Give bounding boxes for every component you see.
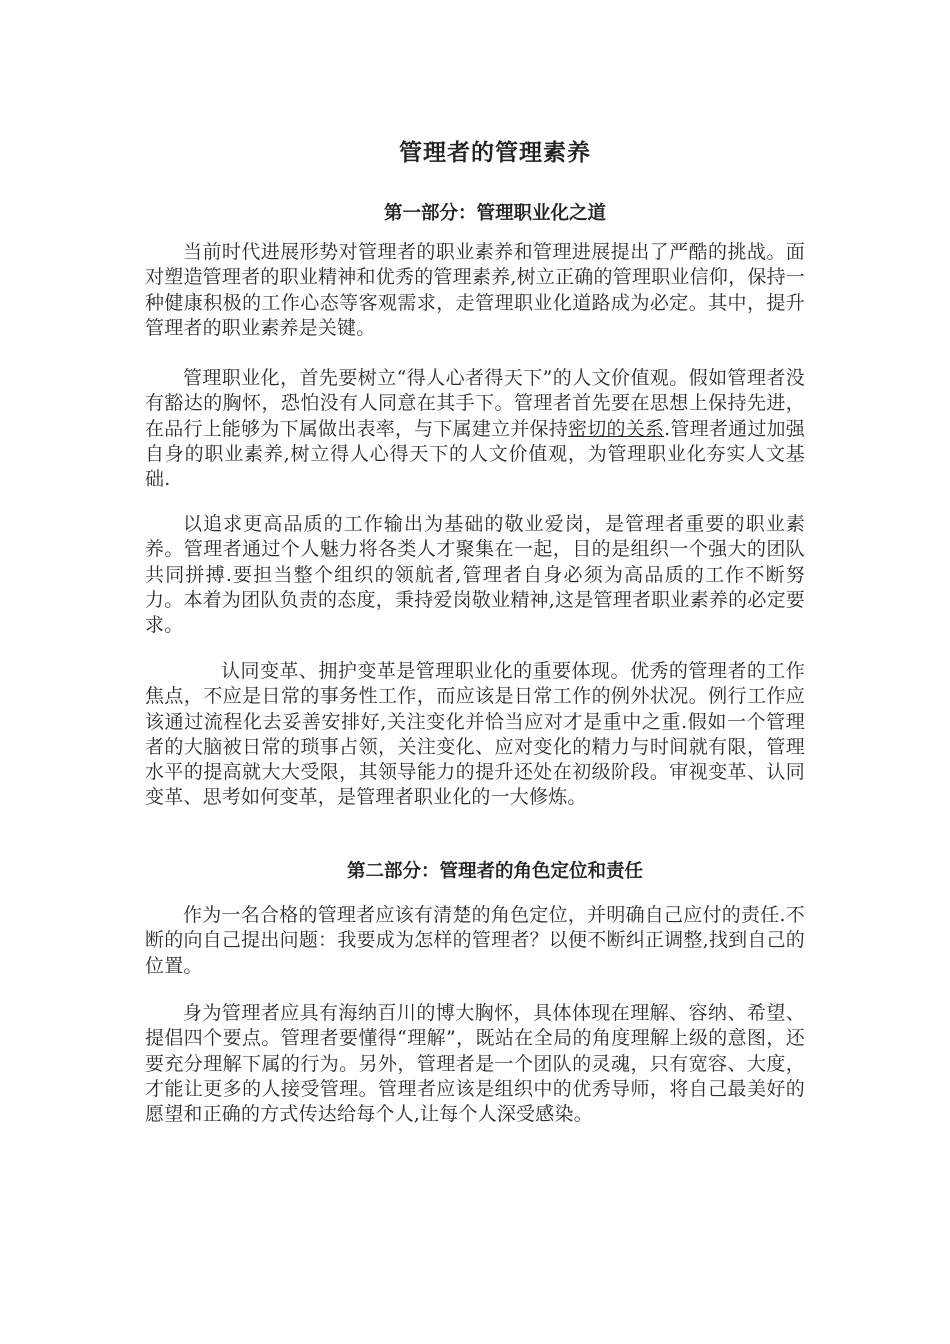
paragraph-5: 作为一名合格的管理者应该有清楚的角色定位，并明确自己应付的责任.不断的向自己提出问题：我要成为怎样的管理者？以便不断纠正调整,找到自己的位置。 xyxy=(145,904,805,977)
paragraph-6: 身为管理者应具有海纳百川的博大胸怀，具体体现在理解、容纳、希望、提倡四个要点。管理者要懂得“理解”，既站在全局的角度理解上级的意图，还要充分理解下属的行为。另外，管理者是一个团队的灵魂，只有宽容、大度，才能让更多的人接受管理。管理者应该是组织中的优秀导师，将自己最美好的愿望和正确的方式传达给每个人,让每个人深受感染。 xyxy=(145,1002,805,1126)
paragraph-4: 认同变革、拥护变革是管理职业化的重要体现。优秀的管理者的工作焦点，不应是日常的事务性工作，而应该是日常工作的例外状况。例行工作应该通过流程化去妥善安排好,关注变化并恰当应对才是重中之重.假如一个管理者的大脑被日常的琐事占领，关注变化、应对变化的精力与时间就有限，管理水平的提高就大大受限，其领导能力的提升还处在初级阶段。审视变革、认同变革、思考如何变革，是管理者职业化的一大修炼。 xyxy=(145,660,805,809)
underlined-phrase: 密切的关系 xyxy=(568,417,665,440)
paragraph-2 xyxy=(145,366,805,492)
paragraph-2-text-before: 管理职业化，首先要树立“得人心者得天下”的人文价值观。假如管理者没有豁达的胸怀，恐怕没有人同意在其手下。管理者首先要在思想上保持先进，在品行上能够为下属做出表率，与下属建立并保持 xyxy=(145,367,805,440)
section-heading-part-one: 第一部分：管理职业化之道 xyxy=(383,203,606,224)
document-title: 管理者的管理素养 xyxy=(399,140,591,166)
section-heading-part-two: 第二部分：管理者的角色定位和责任 xyxy=(346,861,643,882)
paragraph-3: 以追求更高品质的工作输出为基础的敬业爱岗，是管理者重要的职业素养。管理者通过个人魅力将各类人才聚集在一起，目的是组织一个强大的团队共同拼搏.要担当整个组织的领航者,管理者自身必须为高品质的工作不断努力。本着为团队负责的态度，秉持爱岗敬业精神,这是管理者职业素养的必定要求。 xyxy=(145,513,805,637)
paragraph-1: 当前时代进展形势对管理者的职业素养和管理进展提出了严酷的挑战。面对塑造管理者的职业精神和优秀的管理素养,树立正确的管理职业信仰，保持一种健康积极的工作心态等客观需求，走管理职业化道路成为必定。其中，提升管理者的职业素养是关键。 xyxy=(145,241,805,339)
paragraph-2-text-after: .管理者通过加强自身的职业素养,树立得人心得天下的人文价值观，为管理职业化夯实人文基础. xyxy=(145,417,805,491)
